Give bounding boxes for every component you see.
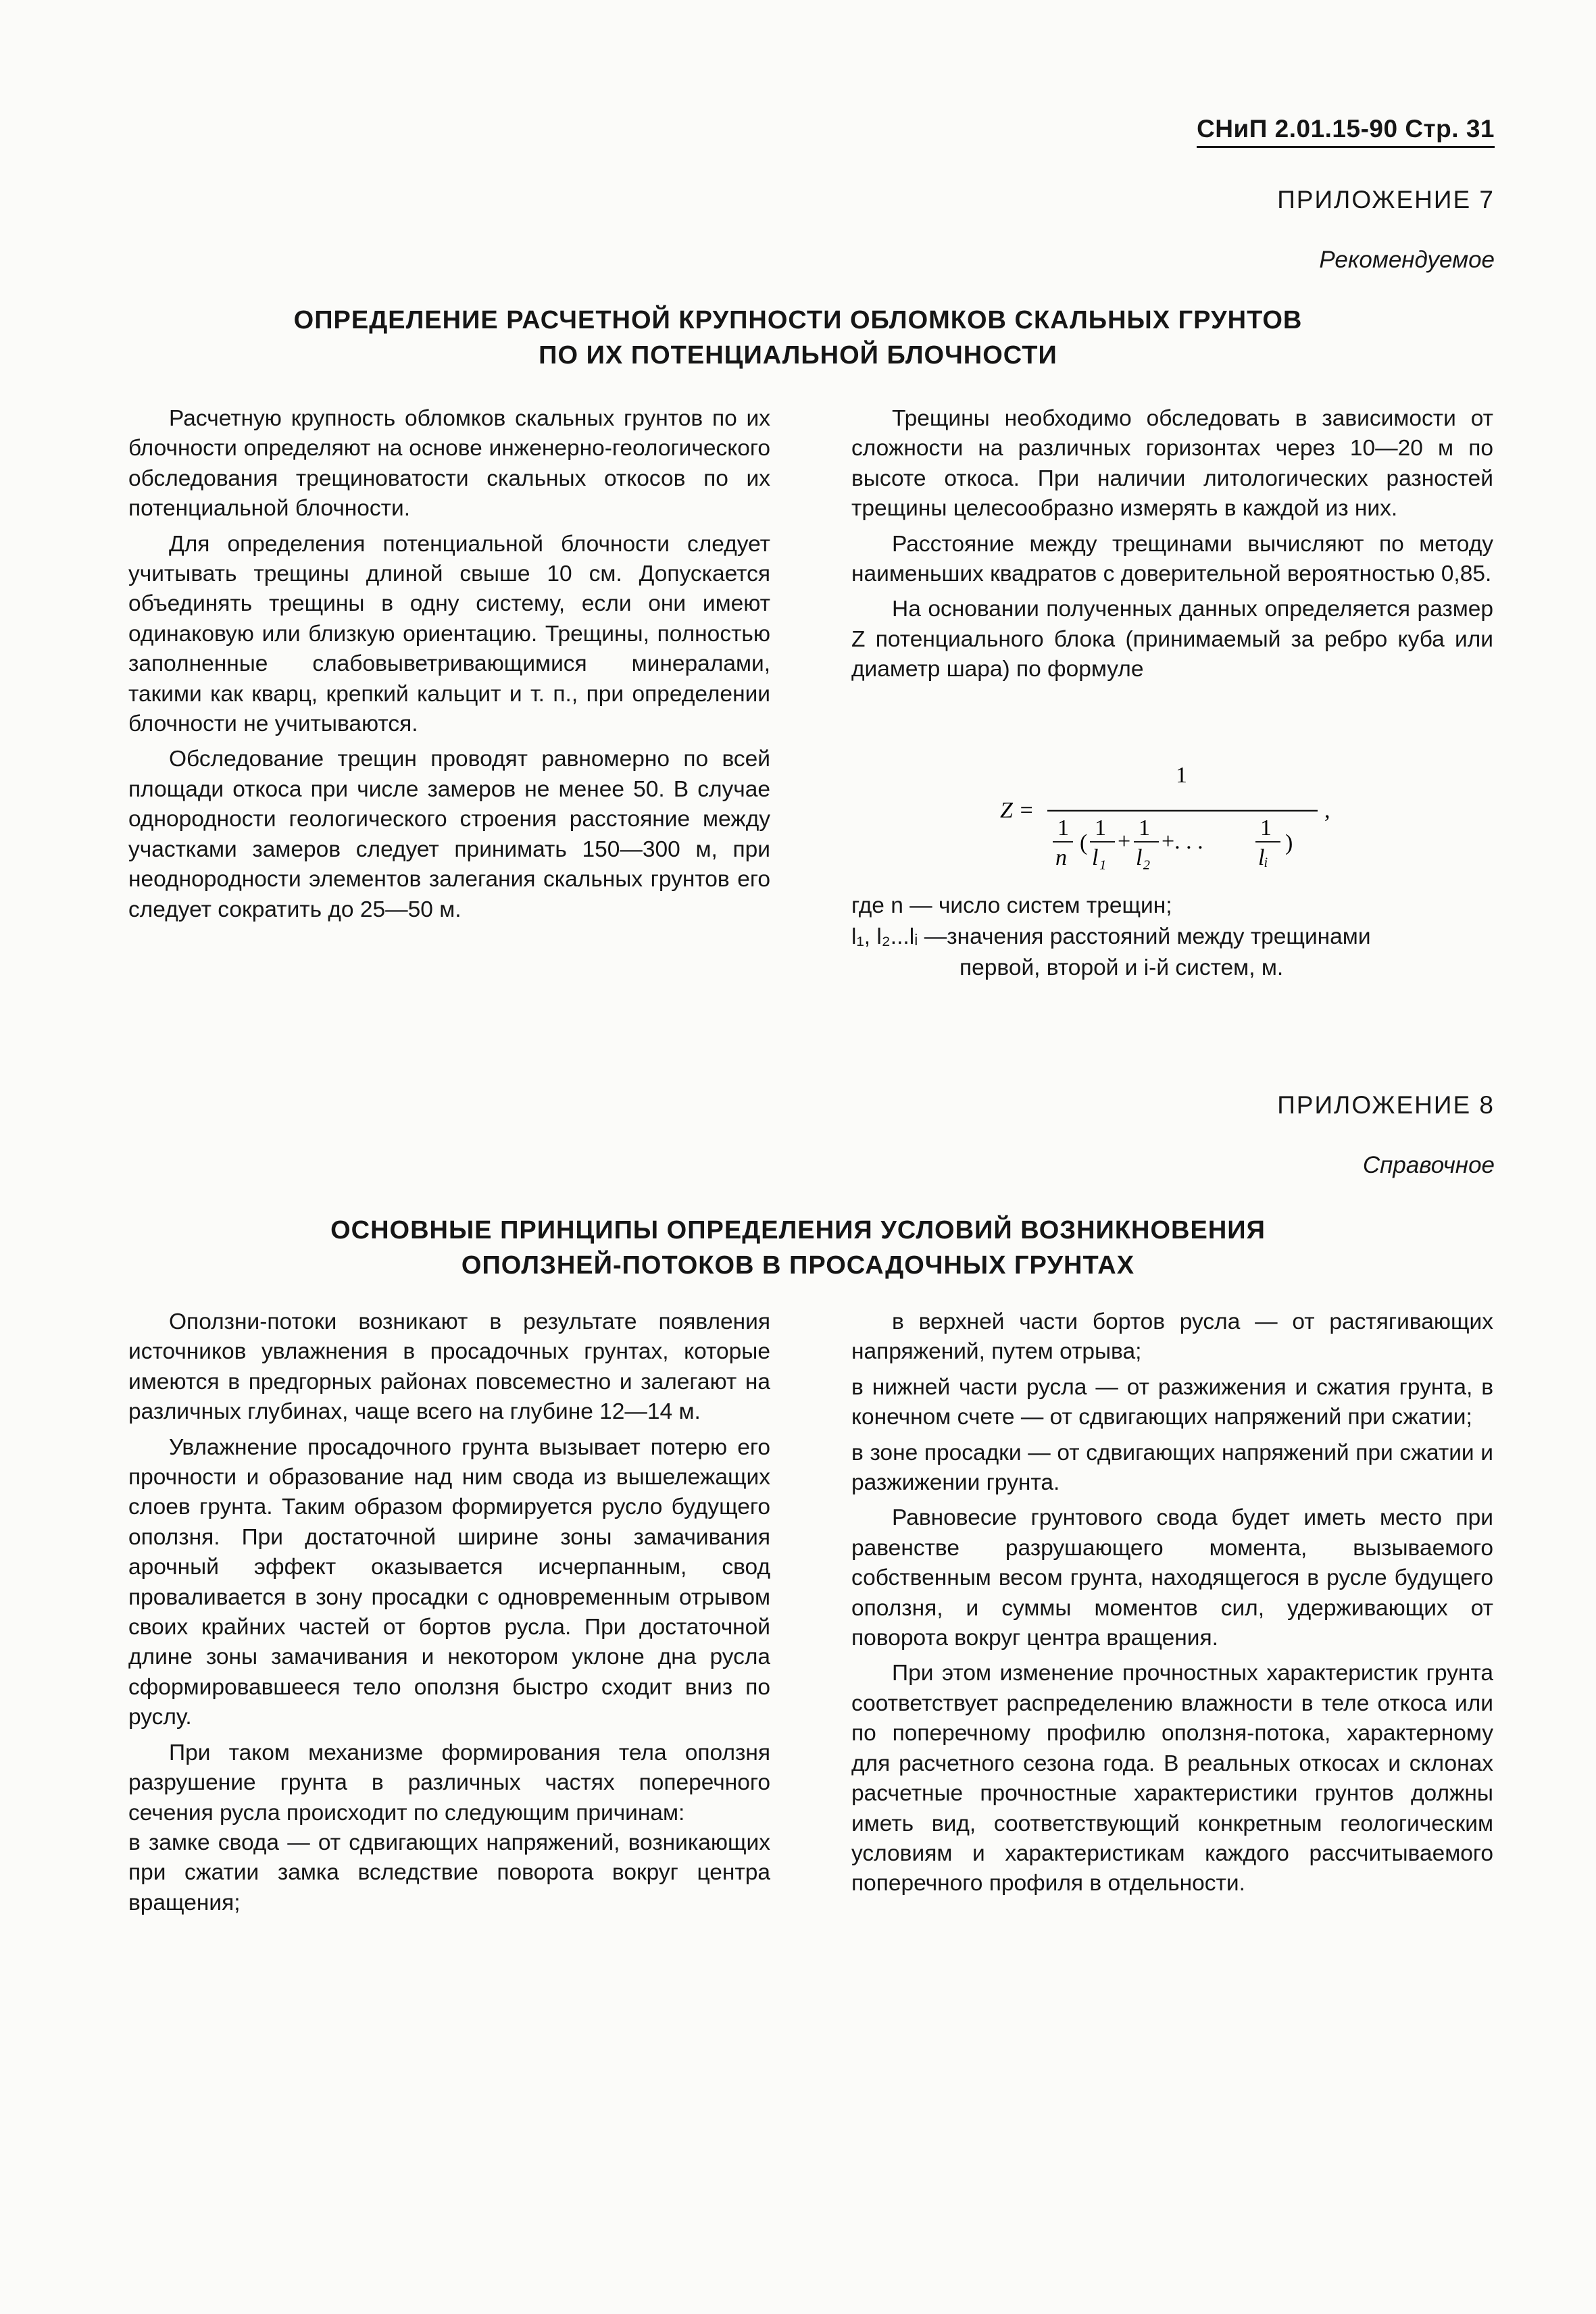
- appendix-7-status: Рекомендуемое: [1319, 247, 1495, 273]
- formula-graphic: [993, 755, 1345, 870]
- paragraph: Для определения потенциальной блочности следует учитывать трещины длиной свыше 10 см. Допускается объединять трещины в одну систему, если они имеют одинаковую или близкую ориентацию. Трещины, полностью заполненные слабовыветривающимися минералами, такими как кварц, крепкий кальцит и т. п., при определении блочности не учитываются.: [128, 531, 770, 737]
- appendix-7-right-column: [851, 404, 1493, 690]
- paragraph: в замке свода — от сдвигающих напряжений, возникающих при сжатии замка вследствие поворота вокруг центра вращения;: [128, 1830, 770, 1915]
- coef-denominator: n: [1055, 845, 1067, 870]
- appendix-7-title-line-2: ПО ИХ ПОТЕНЦИАЛЬНОЙ БЛОЧНОСТИ: [539, 341, 1057, 370]
- paragraph: При таком механизме формирования тела оползня разрушение грунта в различных частях поперечного сечения русла происходит по следующим причинам:: [128, 1740, 770, 1826]
- formula-lhs: Z =: [1000, 798, 1034, 823]
- appendix-8-label: ПРИЛОЖЕНИЕ 8: [1277, 1091, 1495, 1119]
- appendix-7-left-column: [128, 404, 770, 930]
- term2-numerator: 1: [1139, 815, 1150, 840]
- plus-sign: +: [1118, 829, 1131, 854]
- open-paren: (: [1080, 830, 1088, 855]
- paragraph: При этом изменение прочностных характеристик грунта соответствует распределению влажности в теле откоса или по поперечному профилю оползня-потока, характерному для расчетного сезона года. В реальных откосах и склонах расчетные прочностные характеристики грунтов должны иметь вид, соответствующий конкретным геологическим условиям и характеристикам каждого рассчитываемого поперечного профиля в отдельности.: [851, 1661, 1493, 1896]
- termi-denominator: lᵢ: [1258, 845, 1268, 870]
- plus-ellipsis: +. . .: [1162, 829, 1203, 854]
- appendix-7-title-line-1: ОПРЕДЕЛЕНИЕ РАСЧЕТНОЙ КРУПНОСТИ ОБЛОМКОВ СКАЛЬНЫХ ГРУНТОВ: [293, 306, 1303, 334]
- coef-numerator: 1: [1057, 815, 1069, 840]
- appendix-8-title-line-1: ОСНОВНЫЕ ПРИНЦИПЫ ОПРЕДЕЛЕНИЯ УСЛОВИЙ ВОЗНИКНОВЕНИЯ: [330, 1216, 1266, 1244]
- block-size-formula: [993, 755, 1345, 870]
- paragraph: На основании полученных данных определяется размер Z потенциального блока (принимаемый за ребро куба или диаметр шара) по формуле: [851, 597, 1493, 682]
- document-reference: СНиП 2.01.15-90 Стр. 31: [1197, 115, 1495, 148]
- appendix-7-label: ПРИЛОЖЕНИЕ 7: [1277, 186, 1495, 213]
- term2-denominator: l₂: [1136, 845, 1151, 870]
- formula-comma: ,: [1324, 798, 1330, 823]
- paragraph: Расстояние между трещинами вычисляют по методу наименьших квадратов с доверительной вероятностью 0,85.: [851, 531, 1493, 587]
- termi-numerator: 1: [1260, 815, 1272, 840]
- paragraph: в верхней части бортов русла — от растягивающих напряжений, путем отрыва;: [851, 1309, 1493, 1365]
- legend-line-l-cont: первой, второй и i-й систем, м.: [959, 955, 1284, 980]
- paragraph: в зоне просадки — от сдвигающих напряжений при сжатии и разжижении грунта.: [851, 1440, 1493, 1496]
- appendix-8-title: [0, 1213, 1596, 1283]
- paragraph: Трещины необходимо обследовать в зависимости от сложности на различных горизонтах через 10—20 м по высоте откоса. При наличии литологических разностей трещины целесообразно измерять в каждой из них.: [851, 406, 1493, 522]
- formula-legend: [851, 890, 1500, 984]
- term1-denominator: l₁: [1092, 845, 1107, 870]
- paragraph: в нижней части русла — от разжижения и сжатия грунта, в конечном счете — от сдвигающих напряжений при сжатии;: [851, 1374, 1493, 1430]
- term1-numerator: 1: [1095, 815, 1106, 840]
- legend-line-n: где n — число систем трещин;: [851, 893, 1172, 918]
- appendix-8-title-line-2: ОПОЛЗНЕЙ-ПОТОКОВ В ПРОСАДОЧНЫХ ГРУНТАХ: [461, 1251, 1135, 1280]
- appendix-8-left-column: [128, 1307, 770, 1923]
- close-paren: ): [1285, 830, 1293, 855]
- paragraph: Увлажнение просадочного грунта вызывает потерю его прочности и образование над ним свода из вышележащих слоев грунта. Таким образом формируется русло будущего оползня. При достаточной ширине зоны замачивания арочный эффект оказывается исчерпанным, свод проваливается в зону просадки с одновременным отрывом своих крайних частей от бортов русла. При достаточной длине зоны замачивания и некотором уклоне дна русла сформировавшееся тело оползня быстро сходит вниз по руслу.: [128, 1434, 770, 1730]
- paragraph: Обследование трещин проводят равномерно по всей площади откоса при числе замеров не менее 50. В случае однородности геологического строения расстояние между участками замеров следует принимать 150—300 м, при неоднородности элементов залегания скальных грунтов его следует сократить до 25—50 м.: [128, 747, 770, 922]
- appendix-8-status: Справочное: [1362, 1152, 1495, 1178]
- legend-line-l: l₁, l₂...lᵢ —значения расстояний между трещинами: [851, 924, 1371, 949]
- appendix-8-right-column: [851, 1307, 1493, 1905]
- paragraph: Расчетную крупность обломков скальных грунтов по их блочности определяют на основе инженерно-геологического обследования трещиноватости скальных откосов по их потенциальной блочности.: [128, 406, 770, 522]
- paragraph: Равновесие грунтового свода будет иметь место при равенстве разрушающего момента, вызываемого собственным весом грунта, находящегося в русле будущего оползня, и суммы моментов сил, удерживающих от поворота вокруг центра вращения.: [851, 1505, 1493, 1651]
- appendix-7-title: [0, 303, 1596, 373]
- formula-numerator: 1: [1176, 763, 1187, 788]
- paragraph: Оползни-потоки возникают в результате появления источников увлажнения в просадочных грунтах, которые имеются в предгорных районах повсеместно и залегают на различных глубинах, чаще всего на глубине 12—14 м.: [128, 1309, 770, 1425]
